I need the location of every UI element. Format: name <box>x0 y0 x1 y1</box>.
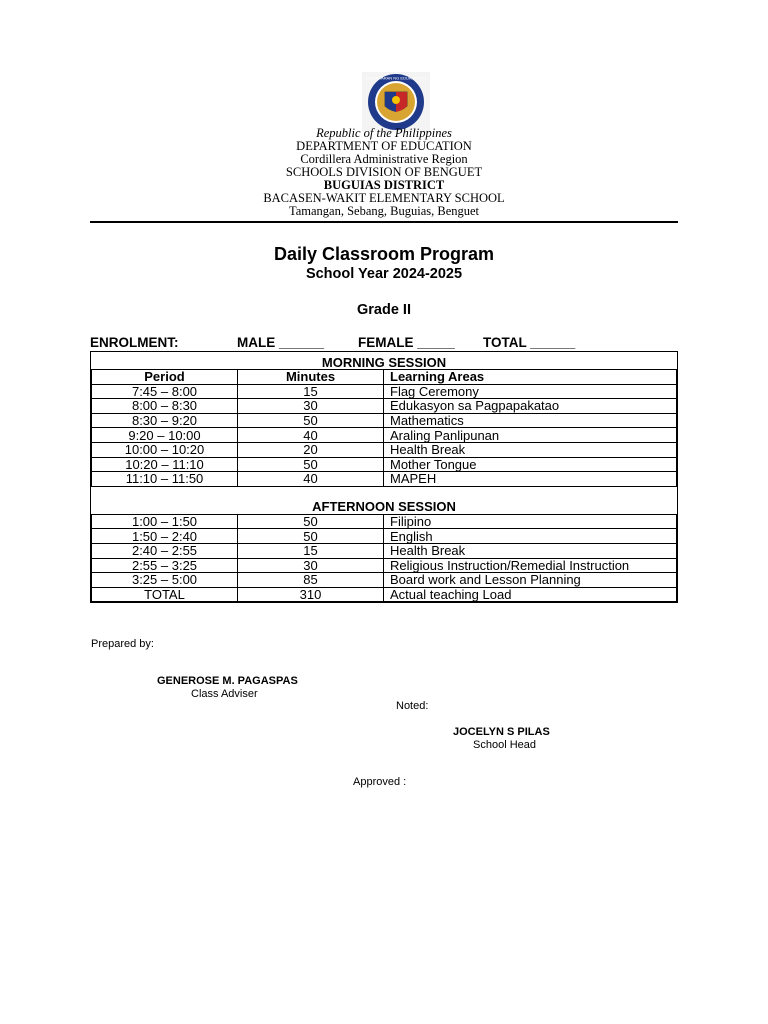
enrolment-total: TOTAL ______ <box>483 335 576 350</box>
period-cell: 11:10 – 11:50 <box>92 472 238 487</box>
morning-session-title: MORNING SESSION <box>321 354 447 370</box>
period-cell: 3:25 – 5:00 <box>92 573 238 588</box>
learning-area-cell: Health Break <box>384 442 677 457</box>
minutes-cell: 50 <box>238 413 384 428</box>
table-row <box>92 399 677 414</box>
learning-area-cell: Board work and Lesson Planning <box>384 573 677 588</box>
school-year: School Year 2024-2025 <box>305 266 463 282</box>
division-line: SCHOOLS DIVISION OF BENGUET <box>285 165 483 179</box>
enrolment-male: MALE ______ <box>237 335 325 350</box>
school-line: BACASEN-WAKIT ELEMENTARY SCHOOL <box>263 191 505 205</box>
learning-area-cell: Edukasyon sa Pagpapakatao <box>384 399 677 414</box>
address-line: Tamangan, Sebang, Buguias, Benguet <box>288 204 480 218</box>
minutes-cell: 40 <box>238 428 384 443</box>
republic-line: Republic of the Philippines <box>316 126 452 140</box>
minutes-cell: 20 <box>238 442 384 457</box>
table-row <box>92 413 677 428</box>
prepared-by-label: Prepared by: <box>91 638 154 650</box>
learning-area-cell: Flag Ceremony <box>384 384 677 399</box>
deped-seal-icon <box>358 72 434 132</box>
letterhead <box>0 127 768 218</box>
minutes-cell: 30 <box>238 399 384 414</box>
table-row <box>92 514 677 529</box>
table-row <box>92 543 677 558</box>
learning-area-cell: Mother Tongue <box>384 457 677 472</box>
period-cell: 2:40 – 2:55 <box>92 543 238 558</box>
prepared-by-role: Class Adviser <box>191 688 258 700</box>
department-line: DEPARTMENT OF EDUCATION <box>296 139 472 153</box>
enrolment-label: ENROLMENT: <box>90 335 179 350</box>
minutes-cell: 85 <box>238 573 384 588</box>
learning-area-cell: Mathematics <box>384 413 677 428</box>
table-row <box>92 529 677 544</box>
approved-label: Approved : <box>353 776 407 788</box>
period-cell: 8:00 – 8:30 <box>92 399 238 414</box>
learning-area-cell: English <box>384 529 677 544</box>
period-cell: 9:20 – 10:00 <box>92 428 238 443</box>
period-cell: 1:00 – 1:50 <box>92 514 238 529</box>
period-cell: 10:20 – 11:10 <box>92 457 238 472</box>
learning-area-cell: MAPEH <box>384 472 677 487</box>
period-cell: 10:00 – 10:20 <box>92 442 238 457</box>
enrolment-female: FEMALE _____ <box>358 335 455 350</box>
period-cell: TOTAL <box>92 587 238 602</box>
minutes-cell: 15 <box>238 543 384 558</box>
noted-label: Noted: <box>396 700 429 712</box>
minutes-cell: 50 <box>238 529 384 544</box>
minutes-cell: 50 <box>238 514 384 529</box>
table-row <box>92 384 677 399</box>
table-row <box>92 428 677 443</box>
minutes-cell: 50 <box>238 457 384 472</box>
header-minutes: Minutes <box>238 370 384 385</box>
minutes-cell: 15 <box>238 384 384 399</box>
table-row <box>92 558 677 573</box>
schedule-table <box>90 351 678 603</box>
region-line: Cordillera Administrative Region <box>300 152 468 166</box>
minutes-cell: 30 <box>238 558 384 573</box>
header-divider <box>90 221 678 223</box>
learning-area-cell: Health Break <box>384 543 677 558</box>
header-period: Period <box>92 370 238 385</box>
table-row-total <box>92 587 677 602</box>
header-learning-areas: Learning Areas <box>384 370 677 385</box>
learning-area-cell: Actual teaching Load <box>384 587 677 602</box>
noted-name: JOCELYN S PILAS <box>453 726 550 738</box>
district-line: BUGUIAS DISTRICT <box>323 178 445 192</box>
page-title: Daily Classroom Program <box>273 244 495 264</box>
afternoon-session-title: AFTERNOON SESSION <box>92 486 677 514</box>
period-cell: 1:50 – 2:40 <box>92 529 238 544</box>
period-cell: 7:45 – 8:00 <box>92 384 238 399</box>
learning-area-cell: Religious Instruction/Remedial Instruction <box>384 558 677 573</box>
grade-level: Grade II <box>357 302 411 318</box>
table-row <box>92 457 677 472</box>
table-row <box>92 573 677 588</box>
minutes-cell: 310 <box>238 587 384 602</box>
period-cell: 2:55 – 3:25 <box>92 558 238 573</box>
period-cell: 8:30 – 9:20 <box>92 413 238 428</box>
table-row <box>92 442 677 457</box>
table-header-row <box>92 370 677 385</box>
table-row <box>92 472 677 487</box>
learning-area-cell: Araling Panlipunan <box>384 428 677 443</box>
noted-role: School Head <box>473 739 536 751</box>
prepared-by-name: GENEROSE M. PAGASPAS <box>157 675 298 687</box>
svg-text:KAGAWARAN NG EDUKASYON: KAGAWARAN NG EDUKASYON <box>366 75 426 81</box>
minutes-cell: 40 <box>238 472 384 487</box>
learning-area-cell: Filipino <box>384 514 677 529</box>
